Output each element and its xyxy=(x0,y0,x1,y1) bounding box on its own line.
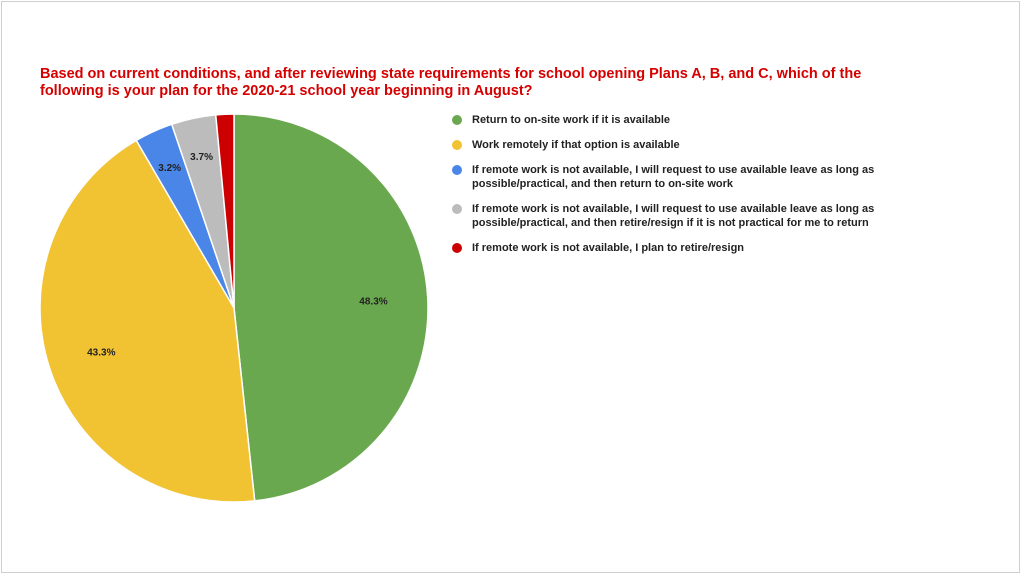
legend-swatch-icon xyxy=(452,140,462,150)
pie-slice-1 xyxy=(234,114,428,501)
legend-label-line: If remote work is not available, I plan to retire/resign xyxy=(472,242,745,254)
legend-label xyxy=(472,113,670,127)
legend-label-line: If remote work is not available, I will request to use available leave as long as xyxy=(472,203,875,215)
legend-label-line: Return to on-site work if it is available xyxy=(472,114,671,126)
pie-slice-label-3: 3.2% xyxy=(158,162,182,174)
legend-label xyxy=(472,163,874,191)
legend-item-5 xyxy=(452,241,922,255)
legend-item-1 xyxy=(452,113,922,127)
pie-slice-label-1: 48.3% xyxy=(359,296,388,308)
pie-slice-label-4: 3.7% xyxy=(190,152,213,164)
legend-swatch-icon xyxy=(452,115,462,125)
legend-swatch-icon xyxy=(452,243,462,253)
pie-slice-label-2: 43.3% xyxy=(87,347,116,359)
chart-title-line-1: Based on current conditions, and after reviewing state requirements for school opening Plans A, B, and C, which of the xyxy=(40,66,862,82)
legend-label xyxy=(472,241,744,255)
chart-legend xyxy=(452,113,922,266)
legend-item-3 xyxy=(452,163,922,191)
chart-title-line-2: following is your plan for the 2020-21 school year beginning in August? xyxy=(40,83,533,99)
legend-label-line: If remote work is not available, I will request to use available leave as long as xyxy=(472,164,875,176)
legend-item-4 xyxy=(452,202,922,230)
legend-swatch-icon xyxy=(452,165,462,175)
legend-swatch-icon xyxy=(452,204,462,214)
legend-label-line: possible/practical, and then retire/resign if it is not practical for me to return xyxy=(472,217,869,229)
legend-item-2 xyxy=(452,138,922,152)
legend-label xyxy=(472,138,680,152)
legend-label-line: possible/practical, and then return to on-site work xyxy=(472,178,733,190)
legend-label-line: Work remotely if that option is available xyxy=(472,139,680,151)
legend-label xyxy=(472,202,874,230)
